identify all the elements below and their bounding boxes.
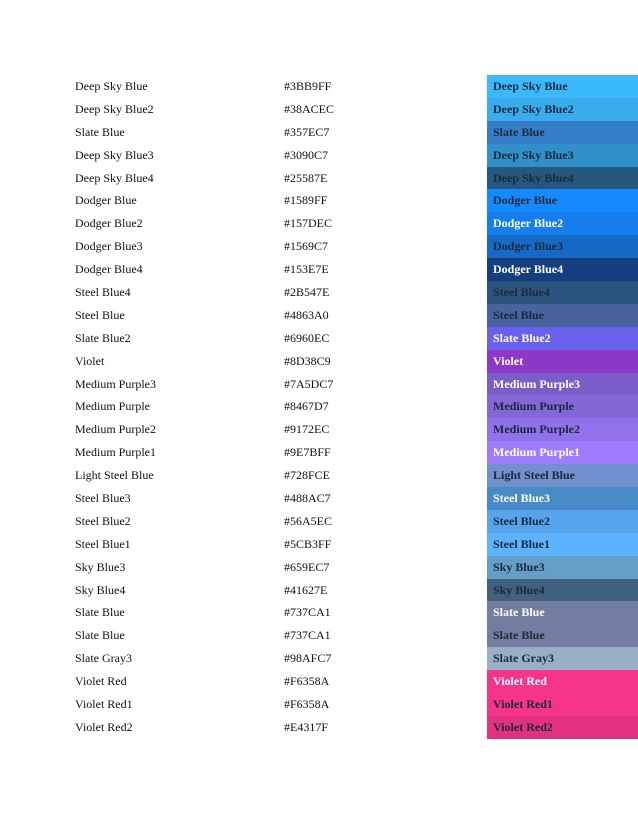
color-name-cell: Steel Blue bbox=[75, 307, 125, 322]
color-name-cell: Deep Sky Blue3 bbox=[75, 147, 154, 162]
color-name-cell: Sky Blue4 bbox=[75, 582, 126, 597]
hex-code-cell: #9172EC bbox=[284, 422, 330, 437]
color-swatch-cell: Sky Blue4 bbox=[487, 579, 638, 602]
color-swatch-cell: Slate Blue bbox=[487, 121, 638, 144]
hex-code-cell: #6960EC bbox=[284, 330, 330, 345]
table-row bbox=[0, 670, 638, 693]
table-row bbox=[0, 601, 638, 624]
hex-code-cell: #8D38C9 bbox=[284, 353, 331, 368]
color-name-cell: Slate Blue bbox=[75, 605, 125, 620]
hex-code-cell: #3090C7 bbox=[284, 147, 329, 162]
color-swatch-cell: Violet Red1 bbox=[487, 693, 638, 716]
table-row bbox=[0, 121, 638, 144]
hex-code-cell: #F6358A bbox=[284, 697, 330, 712]
hex-code-cell: #25587E bbox=[284, 170, 328, 185]
color-name-cell: Deep Sky Blue bbox=[75, 79, 148, 93]
color-swatch-cell: Medium Purple3 bbox=[487, 373, 638, 396]
hex-code-cell: #41627E bbox=[284, 582, 328, 597]
hex-code-cell: #4863A0 bbox=[284, 307, 329, 322]
hex-code-cell: #98AFC7 bbox=[284, 651, 332, 666]
table-row bbox=[0, 441, 638, 464]
table-row bbox=[0, 235, 638, 258]
table-row bbox=[0, 579, 638, 602]
color-name-cell: Violet Red1 bbox=[75, 697, 133, 712]
table-row bbox=[0, 373, 638, 396]
hex-code-cell: #7A5DC7 bbox=[284, 376, 334, 391]
table-row bbox=[0, 647, 638, 670]
table-row bbox=[0, 144, 638, 167]
color-swatch-cell: Slate Blue2 bbox=[487, 327, 638, 350]
color-swatch-cell: Dodger Blue2 bbox=[487, 212, 638, 235]
color-name-cell: Steel Blue2 bbox=[75, 513, 131, 528]
hex-code-cell: #728FCE bbox=[284, 468, 331, 483]
table-row bbox=[0, 350, 638, 373]
color-name-cell: Deep Sky Blue2 bbox=[75, 101, 154, 116]
color-name-cell: Steel Blue3 bbox=[75, 491, 131, 506]
color-swatch-cell: Dodger Blue3 bbox=[487, 235, 638, 258]
hex-code-cell: #E4317F bbox=[284, 719, 329, 734]
table-row bbox=[0, 716, 638, 739]
hex-code-cell: #5CB3FF bbox=[284, 536, 332, 551]
color-name-cell: Dodger Blue3 bbox=[75, 239, 143, 254]
color-swatch-cell: Violet Red2 bbox=[487, 716, 638, 739]
table-row bbox=[0, 533, 638, 556]
table-row bbox=[0, 189, 638, 212]
color-name-cell: Steel Blue4 bbox=[75, 285, 131, 300]
hex-code-cell: #737CA1 bbox=[284, 628, 331, 643]
color-swatch-cell: Light Steel Blue bbox=[487, 464, 638, 487]
color-name-cell: Dodger Blue2 bbox=[75, 216, 143, 231]
color-name-cell: Violet Red bbox=[75, 674, 127, 689]
hex-code-cell: #357EC7 bbox=[284, 124, 330, 139]
color-name-cell: Light Steel Blue bbox=[75, 468, 154, 483]
hex-code-cell: #38ACEC bbox=[284, 101, 335, 116]
color-swatch-cell: Slate Blue bbox=[487, 601, 638, 624]
color-name-cell: Dodger Blue bbox=[75, 193, 137, 208]
hex-code-cell: #2B547E bbox=[284, 285, 330, 300]
hex-code-cell: #488AC7 bbox=[284, 491, 331, 506]
color-name-cell: Sky Blue3 bbox=[75, 559, 126, 574]
color-swatch-cell: Slate Gray3 bbox=[487, 647, 638, 670]
color-table bbox=[0, 75, 638, 739]
table-row bbox=[0, 212, 638, 235]
color-swatch-cell: Slate Blue bbox=[487, 624, 638, 647]
table-row bbox=[0, 75, 638, 98]
color-swatch-cell: Steel Blue bbox=[487, 304, 638, 327]
color-swatch-cell: Steel Blue2 bbox=[487, 510, 638, 533]
hex-code-cell: #9E7BFF bbox=[284, 445, 331, 460]
color-swatch-cell: Violet Red bbox=[487, 670, 638, 693]
table-row bbox=[0, 418, 638, 441]
color-swatch-cell: Deep Sky Blue4 bbox=[487, 167, 638, 190]
color-name-cell: Violet bbox=[75, 353, 105, 368]
color-swatch-cell: Deep Sky Blue3 bbox=[487, 144, 638, 167]
color-swatch-cell: Medium Purple bbox=[487, 395, 638, 418]
color-swatch-cell: Steel Blue1 bbox=[487, 533, 638, 556]
hex-code-cell: #1589FF bbox=[284, 193, 328, 208]
color-swatch-cell: Medium Purple1 bbox=[487, 441, 638, 464]
color-name-cell: Dodger Blue4 bbox=[75, 262, 143, 277]
table-row bbox=[0, 258, 638, 281]
table-row bbox=[0, 98, 638, 121]
table-row bbox=[0, 693, 638, 716]
hex-code-cell: #153E7E bbox=[284, 262, 329, 277]
table-row bbox=[0, 327, 638, 350]
table-row bbox=[0, 304, 638, 327]
hex-code-cell: #737CA1 bbox=[284, 605, 331, 620]
color-swatch-cell: Steel Blue3 bbox=[487, 487, 638, 510]
hex-code-cell: #157DEC bbox=[284, 216, 332, 231]
color-swatch-cell: Violet bbox=[487, 350, 638, 373]
color-name-cell: Violet Red2 bbox=[75, 719, 133, 734]
color-name-cell: Slate Gray3 bbox=[75, 651, 132, 666]
color-swatch-cell: Dodger Blue bbox=[487, 189, 638, 212]
color-swatch-cell: Sky Blue3 bbox=[487, 556, 638, 579]
hex-code-cell: #659EC7 bbox=[284, 559, 330, 574]
color-name-cell: Deep Sky Blue4 bbox=[75, 170, 154, 185]
color-swatch-cell: Deep Sky Blue bbox=[487, 75, 638, 98]
color-swatch-cell: Deep Sky Blue2 bbox=[487, 98, 638, 121]
hex-code-cell: #3BB9FF bbox=[284, 79, 332, 93]
table-row bbox=[0, 167, 638, 190]
hex-code-cell: #F6358A bbox=[284, 674, 330, 689]
table-row bbox=[0, 624, 638, 647]
color-name-cell: Steel Blue1 bbox=[75, 536, 131, 551]
table-row bbox=[0, 556, 638, 579]
color-name-cell: Medium Purple3 bbox=[75, 376, 156, 391]
color-name-cell: Slate Blue2 bbox=[75, 330, 131, 345]
color-name-cell: Slate Blue bbox=[75, 124, 125, 139]
color-name-cell: Medium Purple1 bbox=[75, 445, 156, 460]
color-swatch-cell: Dodger Blue4 bbox=[487, 258, 638, 281]
table-row bbox=[0, 281, 638, 304]
hex-code-cell: #8467D7 bbox=[284, 399, 329, 414]
hex-code-cell: #56A5EC bbox=[284, 513, 332, 528]
color-name-cell: Slate Blue bbox=[75, 628, 125, 643]
table-row bbox=[0, 395, 638, 418]
color-name-cell: Medium Purple bbox=[75, 399, 150, 414]
table-row bbox=[0, 487, 638, 510]
table-row bbox=[0, 510, 638, 533]
color-swatch-cell: Medium Purple2 bbox=[487, 418, 638, 441]
color-swatch-cell: Steel Blue4 bbox=[487, 281, 638, 304]
hex-code-cell: #1569C7 bbox=[284, 239, 329, 254]
table-row bbox=[0, 464, 638, 487]
color-name-cell: Medium Purple2 bbox=[75, 422, 156, 437]
